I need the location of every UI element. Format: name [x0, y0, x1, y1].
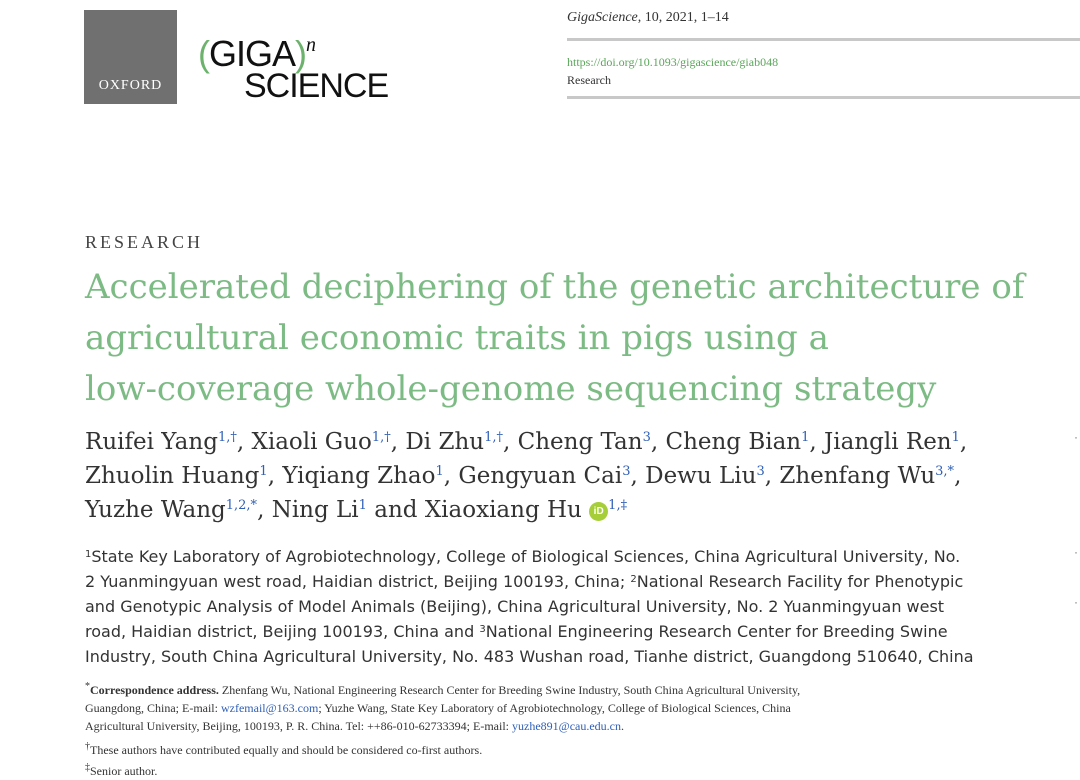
edge-fragment: ·: [1074, 430, 1078, 444]
oxford-logo: [84, 10, 177, 104]
email-link[interactable]: yuzhe891@cau.edu.cn: [512, 719, 622, 733]
title-line: low-coverage whole-genome sequencing strategy: [85, 369, 937, 409]
oxford-logo-text: OXFORD: [98, 78, 163, 93]
giga-logo-top: (GIGA): [198, 33, 307, 74]
author-name: Gengyuan Cai: [458, 463, 623, 489]
author-name: Zhuolin Huang: [85, 463, 260, 489]
author-affiliation[interactable]: 3: [642, 430, 651, 445]
affiliation-line: Industry, South China Agricultural University, No. 483 Wushan road, Tianhe district, Guangdong 510640, China: [85, 647, 974, 666]
equal-contribution-note: †These authors have contributed equally and should be considered co-first authors.: [85, 741, 483, 757]
journal-citation: [567, 10, 729, 26]
correspondence-block: *Correspondence address. Zhenfang Wu, National Engineering Research Center for Breeding Swine Industry, South China Agricultural University, Guangdong, China; E-mail: wzfemail@163.com; Yuzhe Wang, State Key Laboratory of Agrobiotechnology, College of Biological Sciences, China Agricultural University, Beijing, 100193, P. R. China. Tel: ++86-010-62733394; E-mail: yuzhe891@cau.edu.cn.: [85, 681, 801, 733]
author-name: Cheng Tan: [517, 429, 643, 455]
affiliations: [85, 544, 1035, 669]
orcid-icon[interactable]: iD: [589, 502, 608, 521]
author-name: Xiaoli Guo: [251, 429, 372, 455]
author-affiliation[interactable]: 1: [358, 498, 367, 513]
author-name: Xiaoxiang Hu: [424, 497, 582, 523]
author-name: Yiqiang Zhao: [282, 463, 436, 489]
author-affiliation[interactable]: 3: [756, 464, 765, 479]
author-affiliation[interactable]: 1: [259, 464, 268, 479]
author-name: Yuzhe Wang: [85, 497, 226, 523]
author-name: Ning Li: [271, 497, 359, 523]
author-list: [85, 425, 1045, 527]
title-line: agricultural economic traits in pigs using a: [85, 318, 829, 358]
affiliation-line: and Genotypic Analysis of Model Animals (Beijing), China Agricultural University, No. 2 Yuanmingyuan west: [85, 597, 945, 616]
affiliation-line: road, Haidian district, Beijing 100193, China and $^3$National Engineering Research Center for Breeding Swine: [85, 622, 948, 641]
author-name: Zhenfang Wu: [779, 463, 936, 489]
header-rule-top: [567, 38, 1080, 41]
doi-link[interactable]: https://doi.org/10.1093/gigascience/giab048: [567, 55, 779, 69]
article-type: Research: [567, 73, 611, 87]
giga-logo-superscript: n: [306, 34, 316, 56]
author-affiliation[interactable]: 1,†: [217, 430, 237, 445]
journal-volume-pages: , 10, 2021, 1–14: [637, 10, 729, 25]
author-name: Ruifei Yang: [85, 429, 218, 455]
author-affiliation[interactable]: 1: [801, 430, 810, 445]
email-link[interactable]: wzfemail@163.com: [220, 701, 319, 715]
correspondence-label: Correspondence address.: [90, 683, 219, 697]
gigascience-logo: [198, 34, 398, 112]
author-name: Cheng Bian: [665, 429, 802, 455]
giga-logo-science: SCIENCE: [244, 67, 389, 105]
journal-name: GigaScience: [567, 10, 638, 25]
affiliation-line: 2 Yuanmingyuan west road, Haidian district, Beijing 100193, China; $^2$National Research Facility for Phenotypic: [85, 572, 964, 591]
author-affiliation[interactable]: 1,†: [371, 430, 391, 445]
author-name: Dewu Liu: [645, 463, 757, 489]
author-line: Yuzhe Wang$^{1,2,*}$, Ning Li$^1$ and Xiaoxiang Hu iD $^{1,\ddagger}$: [85, 497, 628, 523]
author-line: Zhuolin Huang$^1$, Yiqiang Zhao$^1$, Gengyuan Cai$^3$, Dewu Liu$^3$, Zhenfang Wu$^{3,*}$,: [85, 463, 962, 489]
author-name: Jiangli Ren: [824, 429, 952, 455]
author-affiliation[interactable]: 1: [951, 430, 960, 445]
author-name: Di Zhu: [405, 429, 485, 455]
title-line: Accelerated deciphering of the genetic architecture of: [85, 267, 1025, 307]
author-affiliation[interactable]: 3: [622, 464, 631, 479]
edge-fragment: ·: [1074, 545, 1078, 559]
author-affiliation[interactable]: 1,2,*: [225, 498, 258, 513]
author-line: Ruifei Yang$^{1,\dagger}$, Xiaoli Guo$^{1,\dagger}$, Di Zhu$^{1,\dagger}$, Cheng Tan$^3$, Cheng Bian$^1$, Jiangli Ren$^1$,: [85, 429, 968, 455]
author-affiliation[interactable]: 1,†: [484, 430, 503, 445]
header-rule-bottom: [567, 96, 1080, 99]
edge-fragment: ·: [1074, 595, 1078, 609]
author-affiliation[interactable]: 3,*: [935, 464, 955, 479]
section-label: RESEARCH: [85, 232, 204, 252]
article-title: [85, 262, 1045, 415]
author-affiliation[interactable]: 1: [435, 464, 444, 479]
affiliation-line: $^1$State Key Laboratory of Agrobiotechnology, College of Biological Sciences, China Agricultural University, No.: [85, 547, 961, 566]
senior-author-note: ‡Senior author.: [85, 762, 158, 778]
author-affiliation[interactable]: 1,‡: [608, 498, 628, 513]
